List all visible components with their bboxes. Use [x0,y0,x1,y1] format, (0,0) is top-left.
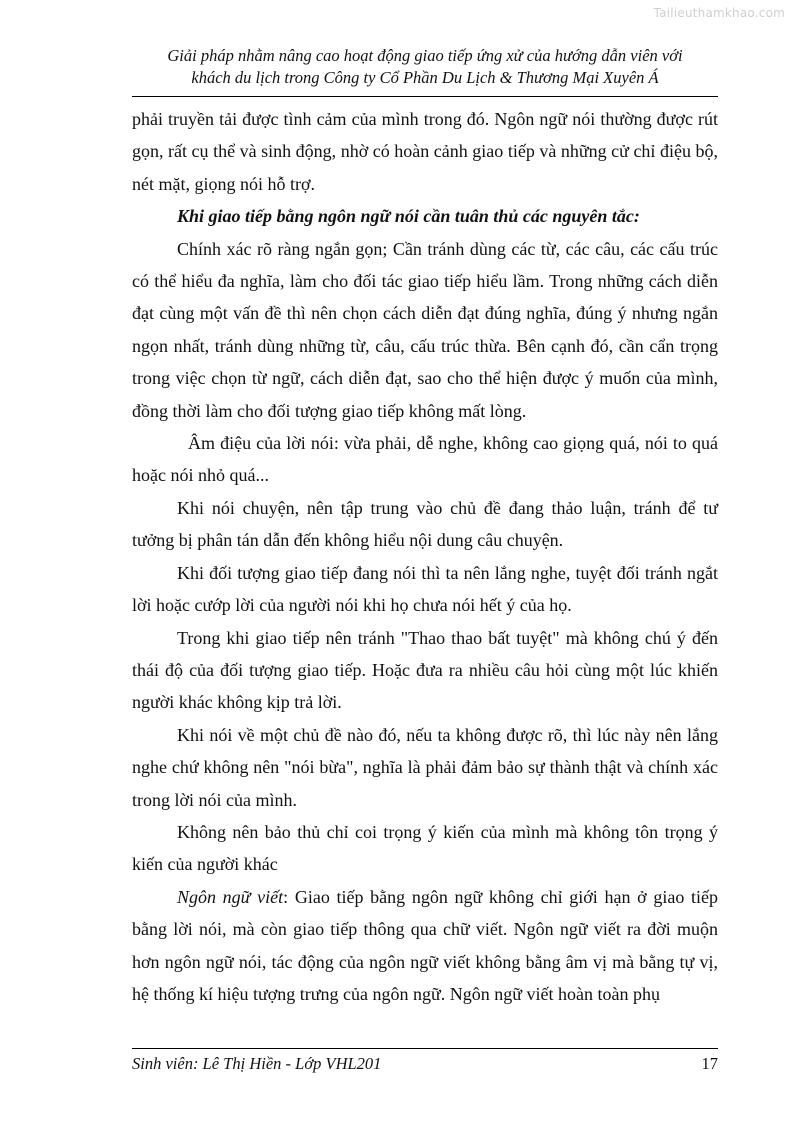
paragraph: Không nên bảo thủ chỉ coi trọng ý kiến của mình mà không tôn trọng ý kiến của người khác [132,821,718,875]
header-line-1: Giải pháp nhằm nâng cao hoạt động giao tiếp ứng xử của hướng dẫn viên với [167,46,683,65]
header-divider [132,96,718,97]
page-body [132,103,718,1010]
paragraph-continued: phải truyền tải được tình cảm của mình trong đó. Ngôn ngữ nói thường được rút gọn, rất cụ thể và sinh động, nhờ có hoàn cảnh giao tiếp và những cử chỉ điệu bộ, nét mặt, giọng nói hỗ trợ. [132,109,718,194]
section-heading: Khi giao tiếp bằng ngôn ngữ nói cần tuân thủ các nguyên tắc: [177,206,640,227]
student-info: Sinh viên: Lê Thị Hiền - Lớp VHL201 [132,1054,382,1073]
page-number: 17 [701,1054,718,1073]
paragraph-text: : Giao tiếp bằng ngôn ngữ không chỉ giới hạn ở giao tiếp bằng lời nói, mà còn giao tiếp thông qua chữ viết. Ngôn ngữ viết ra đời muộn hơn ngôn ngữ nói, tác động của ngôn ngữ viết không bằng âm vị mà bằng tự vị, hệ thống kí hiệu tượng trưng của ngôn ngữ. Ngôn ngữ viết hoàn toàn phụ [132,886,718,1004]
paragraph: Âm điệu của lời nói: vừa phải, dễ nghe, không cao giọng quá, nói to quá hoặc nói nhỏ quá... [132,433,718,486]
footer-divider [132,1048,718,1049]
header-line-2: khách du lịch trong Công ty Cổ Phần Du Lịch & Thương Mại Xuyên Á [191,68,659,87]
paragraph: Trong khi giao tiếp nên tránh "Thao thao bất tuyệt" mà không chú ý đến thái độ của đối tượng giao tiếp. Hoặc đưa ra nhiều câu hỏi cùng một lúc khiến người khác không kịp trả lời. [132,627,718,713]
paragraph: Chính xác rõ ràng ngắn gọn; Cần tránh dùng các từ, các câu, các cấu trúc có thể hiểu đa nghĩa, làm cho đối tác giao tiếp hiểu lầm. Trong những cách diễn đạt cùng một vấn đề thì nên chọn cách diễn đạt đúng nghĩa, đúng ý nhưng ngắn ngọn nhất, tránh dùng những từ, câu, cấu trúc thừa. Bên cạnh đó, cần cẩn trọng trong việc chọn từ ngữ, cách diễn đạt, sao cho thể hiện được ý muốn của mình, đồng thời làm cho đối tượng giao tiếp không mất lòng. [132,238,718,421]
running-header [132,45,718,89]
paragraph [132,881,718,1011]
term-written-language: Ngôn ngữ viết [177,886,284,907]
page-footer [132,1054,718,1074]
paragraph: Khi nói về một chủ đề nào đó, nếu ta không được rõ, thì lúc này nên lắng nghe chứ không nên "nói bừa", nghĩa là phải đảm bảo sự thành thật và chính xác trong lời nói của mình. [132,724,718,810]
paragraph: Khi nói chuyện, nên tập trung vào chủ đề đang thảo luận, tránh để tư tưởng bị phân tán dẫn đến không hiểu nội dung câu chuyện. [132,497,718,551]
watermark: Tailieuthamkhao.com [653,6,785,20]
paragraph: Khi đối tượng giao tiếp đang nói thì ta nên lắng nghe, tuyệt đối tránh ngắt lời hoặc cướp lời của người nói khi họ chưa nói hết ý của họ. [132,562,718,616]
